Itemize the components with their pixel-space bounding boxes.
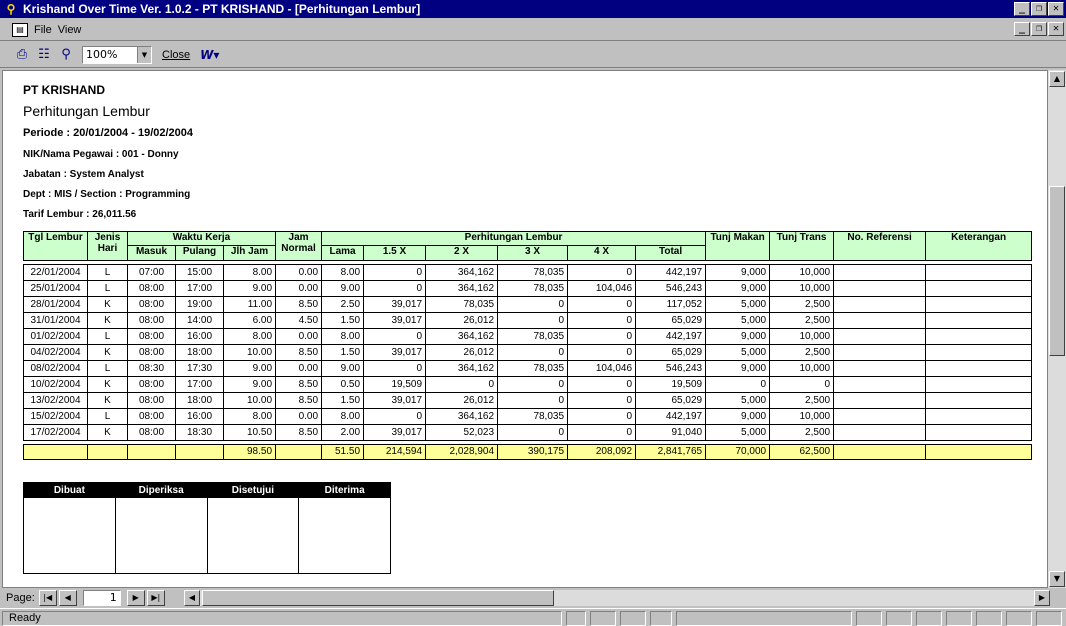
cell-tunj-makan: 9,000 (706, 329, 770, 345)
cell-x2: 364,162 (426, 265, 498, 281)
cell-pulang: 17:00 (176, 377, 224, 393)
sig-box (299, 498, 391, 574)
scroll-right-icon[interactable]: ▶ (1034, 590, 1050, 606)
page-number-input[interactable]: 1 (83, 590, 121, 606)
cell-x15: 39,017 (364, 297, 426, 313)
status-bar (0, 608, 1066, 626)
table-row (24, 377, 1032, 393)
cell-x2: 26,012 (426, 393, 498, 409)
scroll-left-icon[interactable]: ◀ (184, 590, 200, 606)
cell-jlh-jam: 8.00 (224, 265, 276, 281)
cell-jam-normal: 8.50 (276, 377, 322, 393)
status-pane (566, 611, 586, 626)
cell-no-ref (834, 313, 926, 329)
zoom-value: 100% (86, 47, 118, 61)
cell-jenis: K (88, 393, 128, 409)
cell-jenis: L (88, 329, 128, 345)
cell-masuk (128, 445, 176, 460)
cell-keterangan (926, 329, 1032, 345)
report-title: Perhitungan Lembur (23, 103, 150, 119)
report-period: Periode : 20/01/2004 - 19/02/2004 (23, 127, 194, 139)
cell-jam-normal: 0.00 (276, 265, 322, 281)
cell-x3: 0 (498, 313, 568, 329)
cell-jenis: K (88, 313, 128, 329)
cell-x2: 0 (426, 377, 498, 393)
cell-masuk: 08:00 (128, 297, 176, 313)
cell-jam-normal (276, 445, 322, 460)
sig-dibuat: Dibuat (24, 483, 116, 498)
cell-tunj-trans: 10,000 (770, 361, 834, 377)
cell-lama: 9.00 (322, 281, 364, 297)
cell-tgl: 15/02/2004 (24, 409, 88, 425)
cell-jam-normal: 0.00 (276, 361, 322, 377)
status-pane (1036, 611, 1062, 626)
col-perhitungan-lembur: Perhitungan Lembur (322, 232, 706, 246)
cell-x3: 0 (498, 425, 568, 441)
cell-x15: 39,017 (364, 313, 426, 329)
cell-no-ref (834, 329, 926, 345)
zoom-select[interactable] (82, 46, 152, 64)
cell-lama: 2.00 (322, 425, 364, 441)
cell-tunj-trans: 2,500 (770, 313, 834, 329)
cell-tunj-trans: 2,500 (770, 345, 834, 361)
cell-x3: 0 (498, 297, 568, 313)
cell-total: 442,197 (636, 409, 706, 425)
cell-pulang: 18:30 (176, 425, 224, 441)
cell-tunj-trans: 10,000 (770, 265, 834, 281)
title-bar (0, 0, 1066, 18)
cell-x3: 0 (498, 345, 568, 361)
col-total: Total (636, 246, 706, 261)
child-restore-icon[interactable]: ❐ (1031, 22, 1047, 36)
job-title: Jabatan : System Analyst (23, 169, 144, 180)
cell-x15: 0 (364, 409, 426, 425)
cell-keterangan (926, 345, 1032, 361)
cell-x15: 214,594 (364, 445, 426, 460)
col-jenis-hari: Jenis Hari (88, 232, 128, 261)
cell-pulang: 17:00 (176, 281, 224, 297)
table-row (24, 425, 1032, 441)
col-masuk: Masuk (128, 246, 176, 261)
cell-no-ref (834, 409, 926, 425)
horizontal-scrollbar[interactable] (184, 590, 1050, 606)
cell-jenis: L (88, 409, 128, 425)
cell-total: 65,029 (636, 345, 706, 361)
cell-no-ref (834, 393, 926, 409)
cell-jenis: L (88, 265, 128, 281)
cell-tunj-trans: 0 (770, 377, 834, 393)
cell-x3: 0 (498, 377, 568, 393)
cell-no-ref (834, 425, 926, 441)
col-waktu-kerja: Waktu Kerja (128, 232, 276, 246)
cell-x15: 39,017 (364, 425, 426, 441)
col-tunj-makan: Tunj Makan (706, 232, 770, 261)
child-minimize-icon[interactable]: _ (1014, 22, 1030, 36)
cell-masuk: 08:00 (128, 393, 176, 409)
cell-pulang: 18:00 (176, 393, 224, 409)
col-2x: 2 X (426, 246, 498, 261)
cell-tgl: 10/02/2004 (24, 377, 88, 393)
col-pulang: Pulang (176, 246, 224, 261)
cell-x15: 0 (364, 361, 426, 377)
cell-total: 65,029 (636, 393, 706, 409)
cell-keterangan (926, 393, 1032, 409)
cell-jam-normal: 8.50 (276, 425, 322, 441)
cell-tunj-makan: 70,000 (706, 445, 770, 460)
cell-jlh-jam: 6.00 (224, 313, 276, 329)
signature-table (23, 482, 391, 574)
cell-jam-normal: 0.00 (276, 281, 322, 297)
cell-tunj-makan: 9,000 (706, 409, 770, 425)
cell-jlh-jam: 98.50 (224, 445, 276, 460)
cell-keterangan (926, 281, 1032, 297)
table-row (24, 361, 1032, 377)
col-lama: Lama (322, 246, 364, 261)
cell-masuk: 08:00 (128, 329, 176, 345)
cell-tunj-makan: 5,000 (706, 313, 770, 329)
cell-lama: 1.50 (322, 313, 364, 329)
cell-x15: 19,509 (364, 377, 426, 393)
status-pane (886, 611, 912, 626)
cell-masuk: 08:00 (128, 377, 176, 393)
cell-keterangan (926, 377, 1032, 393)
cell-tunj-makan: 9,000 (706, 281, 770, 297)
cell-masuk: 08:00 (128, 409, 176, 425)
cell-lama: 1.50 (322, 345, 364, 361)
cell-jam-normal: 0.00 (276, 409, 322, 425)
cell-x2: 52,023 (426, 425, 498, 441)
table-row (24, 329, 1032, 345)
cell-keterangan (926, 361, 1032, 377)
cell-x4: 0 (568, 329, 636, 345)
cell-x3: 390,175 (498, 445, 568, 460)
cell-total: 117,052 (636, 297, 706, 313)
cell-no-ref (834, 361, 926, 377)
status-pane (620, 611, 646, 626)
overtime-rate: Tarif Lembur : 26,011.56 (23, 209, 137, 220)
cell-tgl (24, 445, 88, 460)
cell-x2: 364,162 (426, 409, 498, 425)
cell-x2: 364,162 (426, 361, 498, 377)
totals-row (24, 445, 1032, 460)
cell-jlh-jam: 8.00 (224, 329, 276, 345)
cell-keterangan (926, 297, 1032, 313)
cell-pulang: 14:00 (176, 313, 224, 329)
cell-x4: 0 (568, 377, 636, 393)
col-4x: 4 X (568, 246, 636, 261)
cell-jlh-jam: 10.50 (224, 425, 276, 441)
window-title: Krishand Over Time Ver. 1.0.2 - PT KRISHAND - [Perhitungan Lembur] (23, 2, 421, 16)
cell-x3: 78,035 (498, 265, 568, 281)
cell-lama: 9.00 (322, 361, 364, 377)
cell-jenis: K (88, 425, 128, 441)
cell-tunj-makan: 0 (706, 377, 770, 393)
cell-x2: 364,162 (426, 329, 498, 345)
col-tunj-trans: Tunj Trans (770, 232, 834, 261)
status-pane (676, 611, 852, 626)
cell-jam-normal: 8.50 (276, 345, 322, 361)
cell-jlh-jam: 9.00 (224, 281, 276, 297)
cell-total: 19,509 (636, 377, 706, 393)
cell-x15: 0 (364, 265, 426, 281)
cell-jam-normal: 0.00 (276, 329, 322, 345)
cell-jenis: K (88, 297, 128, 313)
cell-x2: 26,012 (426, 345, 498, 361)
cell-x4: 0 (568, 425, 636, 441)
status-pane (1006, 611, 1032, 626)
cell-pulang: 15:00 (176, 265, 224, 281)
cell-jlh-jam: 11.00 (224, 297, 276, 313)
restore-icon[interactable]: ❐ (1031, 2, 1047, 16)
cell-tgl: 08/02/2004 (24, 361, 88, 377)
cell-x2: 2,028,904 (426, 445, 498, 460)
cell-x15: 0 (364, 281, 426, 297)
cell-x4: 0 (568, 345, 636, 361)
cell-total: 442,197 (636, 265, 706, 281)
cell-tgl: 25/01/2004 (24, 281, 88, 297)
employee-info: NIK/Nama Pegawai : 001 - Donny (23, 149, 179, 160)
cell-total: 546,243 (636, 361, 706, 377)
cell-jenis: K (88, 345, 128, 361)
status-pane (856, 611, 882, 626)
cell-jlh-jam: 10.00 (224, 345, 276, 361)
sig-box (115, 498, 207, 574)
cell-x4: 104,046 (568, 361, 636, 377)
table-row (24, 297, 1032, 313)
cell-keterangan (926, 445, 1032, 460)
horizontal-scroll-thumb[interactable] (202, 590, 554, 606)
cell-no-ref (834, 281, 926, 297)
cell-pulang: 16:00 (176, 329, 224, 345)
cell-tgl: 31/01/2004 (24, 313, 88, 329)
col-3x: 3 X (498, 246, 568, 261)
cell-keterangan (926, 409, 1032, 425)
cell-lama: 2.50 (322, 297, 364, 313)
cell-total: 442,197 (636, 329, 706, 345)
sig-diterima: Diterima (299, 483, 391, 498)
cell-masuk: 08:00 (128, 281, 176, 297)
cell-x15: 39,017 (364, 393, 426, 409)
cell-x2: 78,035 (426, 297, 498, 313)
cell-keterangan (926, 265, 1032, 281)
cell-keterangan (926, 313, 1032, 329)
status-pane (946, 611, 972, 626)
cell-x4: 0 (568, 265, 636, 281)
chevron-down-icon[interactable]: ▼ (137, 47, 151, 63)
cell-tgl: 17/02/2004 (24, 425, 88, 441)
cell-jenis: L (88, 361, 128, 377)
cell-tgl: 13/02/2004 (24, 393, 88, 409)
vertical-scrollbar[interactable] (1048, 70, 1066, 588)
print-icon[interactable]: ⎙ (16, 46, 28, 62)
sig-box (24, 498, 116, 574)
word-export-icon[interactable]: W▾ (200, 47, 220, 62)
cell-tunj-makan: 5,000 (706, 393, 770, 409)
cell-x3: 78,035 (498, 281, 568, 297)
cell-tunj-makan: 5,000 (706, 297, 770, 313)
col-jlh-jam: Jlh Jam (224, 246, 276, 261)
first-page-icon[interactable]: |◀ (39, 590, 57, 606)
cell-x4: 208,092 (568, 445, 636, 460)
table-body (24, 261, 1032, 460)
cell-tunj-makan: 9,000 (706, 265, 770, 281)
table-row (24, 281, 1032, 297)
child-close-icon[interactable]: ✕ (1048, 22, 1064, 36)
cell-lama: 8.00 (322, 265, 364, 281)
cell-total: 65,029 (636, 313, 706, 329)
cell-x3: 78,035 (498, 409, 568, 425)
cell-lama: 51.50 (322, 445, 364, 460)
cell-jenis (88, 445, 128, 460)
table-row (24, 265, 1032, 281)
cell-x15: 39,017 (364, 345, 426, 361)
table-row (24, 409, 1032, 425)
department-info: Dept : MIS / Section : Programming (23, 189, 191, 200)
table-row (24, 345, 1032, 361)
cell-masuk: 07:00 (128, 265, 176, 281)
close-button[interactable]: Close (162, 48, 191, 61)
cell-x4: 0 (568, 297, 636, 313)
status-text: Ready (2, 611, 562, 626)
cell-tunj-trans: 2,500 (770, 297, 834, 313)
magnifier-icon[interactable]: ⚲ (61, 46, 71, 62)
cell-lama: 8.00 (322, 409, 364, 425)
col-no-referensi: No. Referensi (834, 232, 926, 261)
cell-jam-normal: 8.50 (276, 393, 322, 409)
cell-jam-normal: 8.50 (276, 297, 322, 313)
cell-x4: 0 (568, 409, 636, 425)
cell-tunj-makan: 9,000 (706, 361, 770, 377)
cell-jlh-jam: 10.00 (224, 393, 276, 409)
cell-tunj-makan: 5,000 (706, 425, 770, 441)
vertical-scroll-thumb[interactable] (1049, 186, 1065, 356)
key-icon: ⚲ (6, 2, 16, 16)
cell-masuk: 08:00 (128, 425, 176, 441)
prev-page-icon[interactable]: ◀ (59, 590, 77, 606)
cell-tunj-trans: 10,000 (770, 409, 834, 425)
sig-diperiksa: Diperiksa (115, 483, 207, 498)
cell-x15: 0 (364, 329, 426, 345)
cell-tgl: 04/02/2004 (24, 345, 88, 361)
menu-bar (0, 19, 1066, 41)
sig-box (207, 498, 299, 574)
cell-tunj-trans: 10,000 (770, 281, 834, 297)
cell-pulang: 19:00 (176, 297, 224, 313)
menu-view[interactable]: View (57, 23, 82, 36)
cell-x3: 78,035 (498, 329, 568, 345)
cell-keterangan (926, 425, 1032, 441)
col-tgl-lembur: Tgl Lembur (24, 232, 88, 261)
cell-masuk: 08:00 (128, 345, 176, 361)
cell-jlh-jam: 9.00 (224, 361, 276, 377)
cell-total: 2,841,765 (636, 445, 706, 460)
cell-jam-normal: 4.50 (276, 313, 322, 329)
col-1-5x: 1.5 X (364, 246, 426, 261)
report-page (2, 70, 1048, 588)
overtime-table (23, 231, 1032, 460)
status-pane (976, 611, 1002, 626)
cell-lama: 0.50 (322, 377, 364, 393)
cell-masuk: 08:00 (128, 313, 176, 329)
cell-x4: 104,046 (568, 281, 636, 297)
company-name: PT KRISHAND (23, 83, 106, 97)
cell-x3: 0 (498, 393, 568, 409)
cell-lama: 8.00 (322, 329, 364, 345)
cell-no-ref (834, 297, 926, 313)
cell-tunj-trans: 10,000 (770, 329, 834, 345)
scroll-down-icon[interactable]: ▼ (1049, 571, 1065, 587)
cell-x2: 26,012 (426, 313, 498, 329)
cell-no-ref (834, 345, 926, 361)
cell-jenis: L (88, 281, 128, 297)
cell-lama: 1.50 (322, 393, 364, 409)
scroll-up-icon[interactable]: ▲ (1049, 71, 1065, 87)
col-jam-normal: Jam Normal (276, 232, 322, 261)
cell-no-ref (834, 265, 926, 281)
cell-x2: 364,162 (426, 281, 498, 297)
cell-x3: 78,035 (498, 361, 568, 377)
cell-x4: 0 (568, 313, 636, 329)
document-icon[interactable]: ▤ (12, 23, 28, 37)
cell-no-ref (834, 445, 926, 460)
cell-pulang: 17:30 (176, 361, 224, 377)
cell-jenis: K (88, 377, 128, 393)
cell-tgl: 22/01/2004 (24, 265, 88, 281)
cell-x4: 0 (568, 393, 636, 409)
status-pane (590, 611, 616, 626)
table-row (24, 313, 1032, 329)
cell-tunj-trans: 62,500 (770, 445, 834, 460)
cell-tunj-trans: 2,500 (770, 393, 834, 409)
cell-pulang (176, 445, 224, 460)
next-page-icon[interactable]: ▶ (127, 590, 145, 606)
cell-pulang: 18:00 (176, 345, 224, 361)
col-keterangan: Keterangan (926, 232, 1032, 261)
menu-file[interactable]: File (34, 23, 52, 36)
cell-masuk: 08:30 (128, 361, 176, 377)
cell-pulang: 16:00 (176, 409, 224, 425)
cell-no-ref (834, 377, 926, 393)
page-label: Page: (6, 592, 35, 604)
minimize-icon[interactable]: _ (1014, 2, 1030, 16)
cell-tgl: 01/02/2004 (24, 329, 88, 345)
cell-tunj-makan: 5,000 (706, 345, 770, 361)
book-icon[interactable]: ☷ (38, 46, 50, 62)
status-pane (650, 611, 672, 626)
sig-disetujui: Disetujui (207, 483, 299, 498)
toolbar (0, 42, 1066, 68)
last-page-icon[interactable]: ▶| (147, 590, 165, 606)
close-icon[interactable]: ✕ (1048, 2, 1064, 16)
table-row (24, 393, 1032, 409)
cell-tunj-trans: 2,500 (770, 425, 834, 441)
status-pane (916, 611, 942, 626)
cell-total: 546,243 (636, 281, 706, 297)
cell-total: 91,040 (636, 425, 706, 441)
cell-tgl: 28/01/2004 (24, 297, 88, 313)
cell-jlh-jam: 8.00 (224, 409, 276, 425)
cell-jlh-jam: 9.00 (224, 377, 276, 393)
